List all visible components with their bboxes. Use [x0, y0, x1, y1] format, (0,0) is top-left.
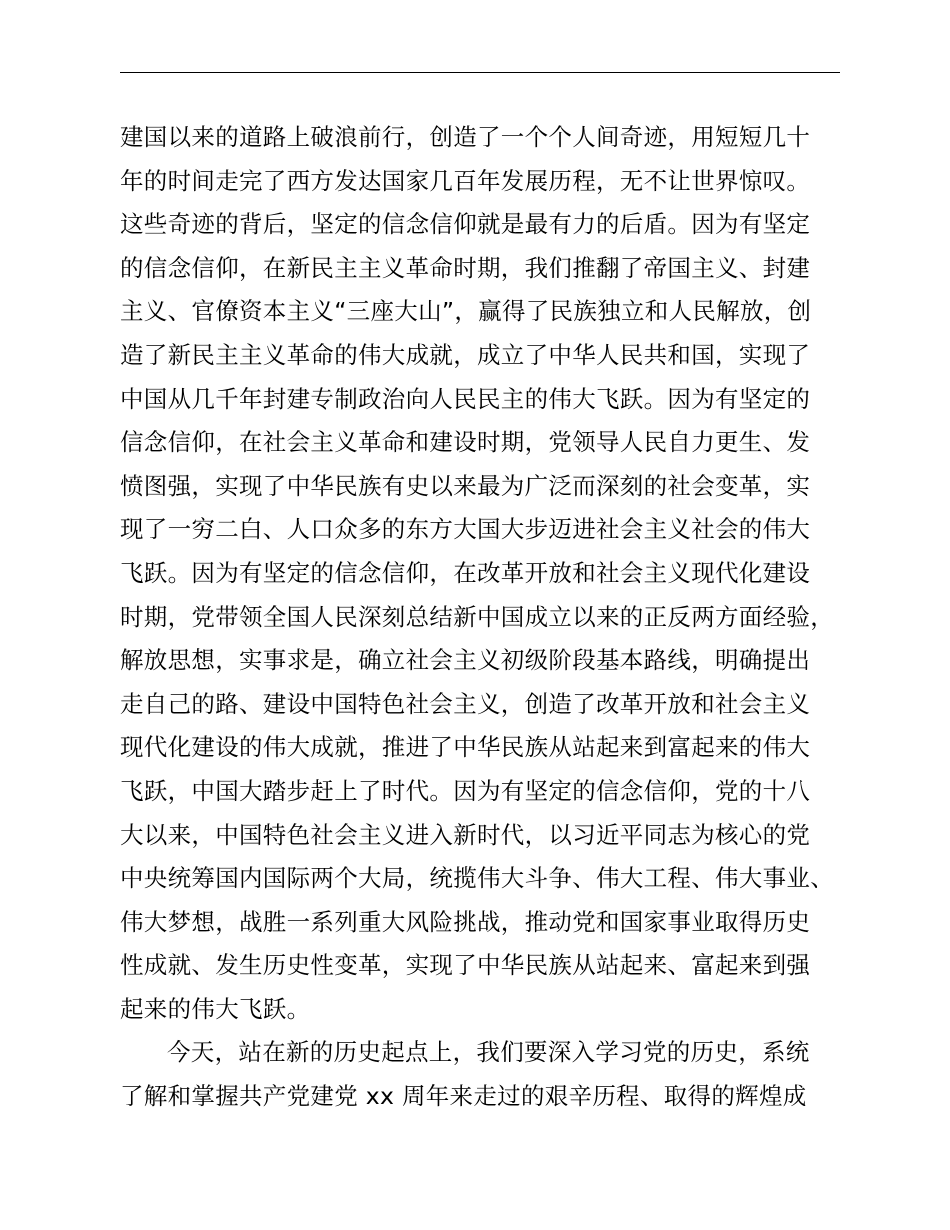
text-line: 年的时间走完了西方发达国家几百年发展历程，无不让世界惊叹。: [120, 166, 811, 195]
text-line: 的信念信仰，在新民主主义革命时期，我们推翻了帝国主义、封建: [120, 253, 811, 282]
text-line: 愤图强，实现了中华民族有史以来最为广泛而深刻的社会变革，实: [120, 471, 811, 500]
text-line: 信念信仰，在社会主义革命和建设时期，党领导人民自力更生、发: [120, 428, 811, 457]
text-line: 走自己的路、建设中国特色社会主义，创造了改革开放和社会主义: [120, 689, 811, 718]
text-line: 起来的伟大飞跃。: [120, 994, 311, 1023]
text-line: 中央统筹国内国际两个大局，统揽伟大斗争、伟大工程、伟大事业、: [120, 864, 834, 893]
text-line: 现了一穷二白、人口众多的东方大国大步迈进社会主义社会的伟大: [120, 515, 811, 544]
text-line: 今天，站在新的历史起点上，我们要深入学习党的历史，系统: [167, 1038, 810, 1067]
text-line: 解放思想，实事求是，确立社会主义初级阶段基本路线，明确提出: [120, 646, 811, 675]
text-line: 现代化建设的伟大成就，推进了中华民族从站起来到富起来的伟大: [120, 733, 811, 762]
text-line: 飞跃，中国大踏步赶上了时代。因为有坚定的信念信仰，党的十八: [120, 776, 811, 805]
text-line: 中国从几千年封建专制政治向人民民主的伟大飞跃。因为有坚定的: [120, 384, 811, 413]
text-line: 大以来，中国特色社会主义进入新时代，以习近平同志为核心的党: [120, 820, 811, 849]
header-rule: [120, 72, 840, 73]
text-line: 主义、官僚资本主义“三座大山”，赢得了民族独立和人民解放，创: [120, 297, 812, 326]
text-line: 造了新民主主义革命的伟大成就，成立了中华人民共和国，实现了: [120, 340, 811, 369]
paragraph-1: [120, 116, 880, 1031]
text-line: 性成就、发生历史性变革，实现了中华民族从站起来、富起来到强: [120, 951, 811, 980]
document-body: [120, 116, 880, 1119]
text-line: 这些奇迹的背后，坚定的信念信仰就是最有力的后盾。因为有坚定: [120, 210, 811, 239]
text-line: 伟大梦想，战胜一系列重大风险挑战，推动党和国家事业取得历史: [120, 907, 811, 936]
text-line: 飞跃。因为有坚定的信念信仰，在改革开放和社会主义现代化建设: [120, 558, 811, 587]
text-line: 建国以来的道路上破浪前行，创造了一个个人间奇迹，用短短几十: [120, 123, 811, 151]
paragraph-2: [120, 1031, 880, 1118]
text-line: 时期，党带领全国人民深刻总结新中国成立以来的正反两方面经验，: [120, 602, 834, 631]
text-line: 了解和掌握共产党建党 xx 周年来走过的艰辛历程、取得的辉煌成: [120, 1082, 807, 1111]
